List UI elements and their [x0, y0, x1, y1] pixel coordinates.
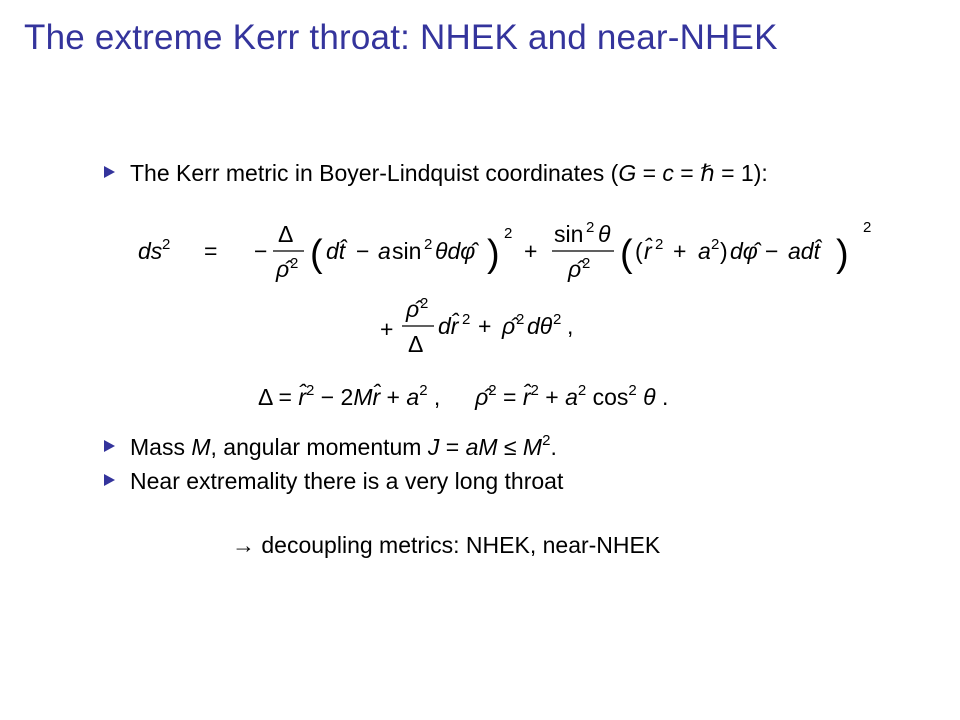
svg-text:Δ: Δ	[408, 331, 424, 357]
svg-text:a: a	[378, 238, 391, 264]
svg-text:ρ̂: ρ̂	[502, 313, 516, 339]
svg-text:a: a	[698, 238, 711, 264]
delta-rho-definitions: Δ = r̂$^2$ − 2Mr̂ + $a^2$ , ρ̂$^2$ = r̂$^2$ + $a^2$ $\cos^2 \theta$ .	[258, 382, 669, 410]
svg-text:2: 2	[711, 236, 720, 253]
svg-text:ρ̂: ρ̂	[276, 256, 290, 282]
svg-text:−: −	[254, 238, 268, 264]
svg-text:2: 2	[553, 311, 562, 328]
slide-title: The extreme Kerr throat: NHEK and near-NHEK	[24, 18, 778, 57]
svg-text:2: 2	[655, 236, 664, 253]
bullet-kerr-metric	[104, 159, 768, 187]
conclusion-text: decoupling metrics: NHEK, near-NHEK	[261, 532, 661, 558]
bullet-triangle-icon	[104, 440, 115, 452]
svg-text:2: 2	[162, 236, 171, 253]
svg-text:2: 2	[582, 255, 591, 272]
svg-text:2: 2	[420, 295, 429, 312]
bullet-mass-angular-momentum	[104, 433, 557, 461]
svg-text:+: +	[524, 238, 538, 264]
kerr-metric-equation	[120, 212, 900, 292]
svg-text:(: (	[620, 233, 633, 275]
svg-text:dt̂: dt̂	[326, 238, 346, 264]
arrow-right-icon: →	[232, 532, 255, 558]
svg-text:ds: ds	[138, 238, 163, 264]
svg-text:θ: θ	[598, 221, 611, 247]
svg-text:2: 2	[424, 236, 433, 253]
svg-text:r̂: r̂	[644, 238, 652, 264]
svg-text:+: +	[478, 313, 492, 339]
svg-text:2: 2	[586, 219, 595, 236]
bullet-label: Near extremality there is a very long throat	[130, 468, 564, 494]
svg-text:,: ,	[567, 313, 574, 339]
svg-text:ρ̂: ρ̂	[568, 256, 582, 282]
bullet-label: The Kerr metric in Boyer-Lindquist coordinates (G = c = ℏ = 1):	[130, 160, 768, 186]
bullet-long-throat	[104, 467, 563, 495]
svg-text:2: 2	[504, 225, 513, 242]
svg-text:sin: sin	[554, 221, 584, 247]
svg-text:(: (	[635, 238, 643, 264]
bullet-triangle-icon	[104, 474, 115, 486]
svg-text:2: 2	[462, 311, 471, 328]
kerr-metric-equation-line2	[370, 290, 610, 362]
svg-text:−: −	[765, 238, 779, 264]
svg-text:dθ: dθ	[527, 313, 553, 339]
bullet-triangle-icon	[104, 166, 115, 178]
svg-text:+: +	[673, 238, 687, 264]
decoupling-conclusion	[232, 532, 660, 559]
svg-text:dφ̂: dφ̂	[730, 238, 758, 264]
svg-text:(: (	[310, 233, 323, 275]
svg-text:): )	[720, 238, 728, 264]
svg-text:ρ̂: ρ̂	[406, 296, 420, 322]
svg-text:2: 2	[863, 219, 872, 236]
svg-text:−: −	[356, 238, 370, 264]
svg-text:adt̂: adt̂	[788, 238, 820, 264]
svg-text:+: +	[380, 316, 394, 342]
bullet-label: Mass M, angular momentum J = aM ≤ $M^2$.	[130, 432, 557, 460]
svg-text:): )	[487, 233, 500, 275]
svg-text:=: =	[204, 238, 218, 264]
svg-text:sin: sin	[392, 238, 422, 264]
svg-text:): )	[836, 233, 849, 275]
svg-text:Δ: Δ	[278, 221, 294, 247]
svg-text:dr̂: dr̂	[438, 313, 459, 339]
svg-text:θdφ̂: θdφ̂	[435, 238, 476, 264]
svg-text:2: 2	[516, 311, 525, 328]
svg-text:2: 2	[290, 255, 299, 272]
